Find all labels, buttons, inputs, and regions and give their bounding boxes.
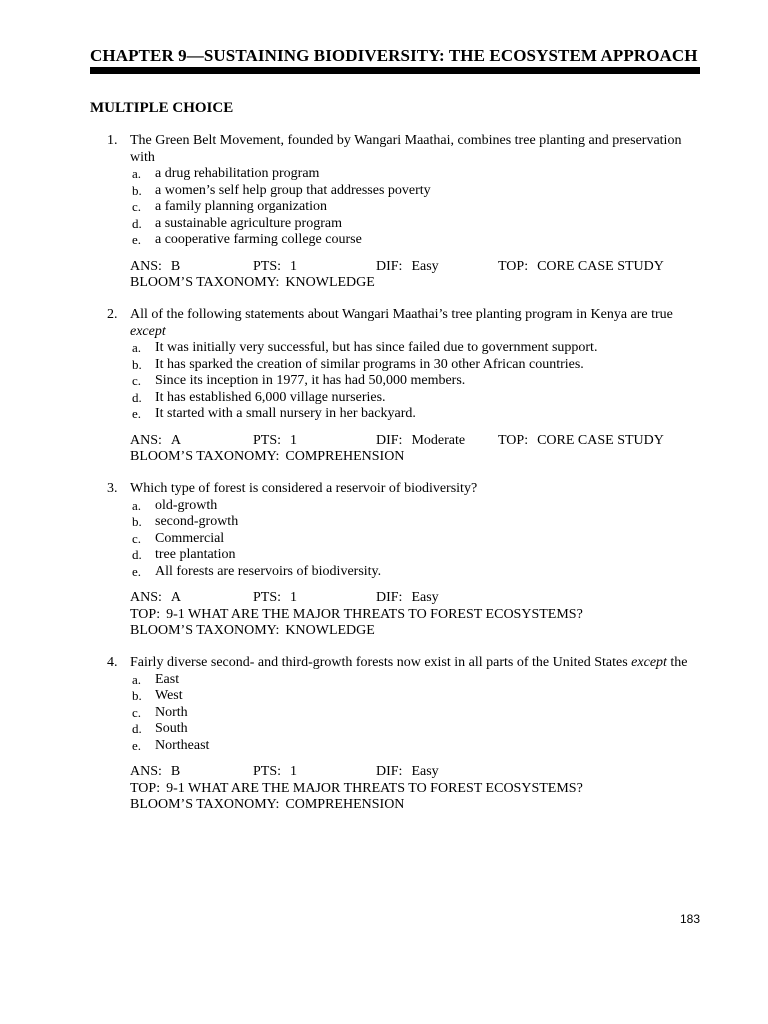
option-text: a cooperative farming college course: [155, 232, 362, 247]
option-text: It started with a small nursery in her backyard.: [155, 406, 416, 421]
pts-value: 1: [290, 590, 298, 605]
question-1: [90, 133, 700, 292]
answer-block: [90, 590, 700, 640]
bloom-label: BLOOM’S TAXONOMY:: [130, 275, 280, 290]
option-text: East: [155, 671, 180, 687]
option-letter: d.: [132, 389, 142, 405]
option: [90, 406, 700, 423]
option-letter: d.: [132, 547, 142, 562]
dif-label: DIF:: [376, 432, 403, 448]
option-text: a drug rehabilitation program: [155, 166, 320, 181]
option-letter: b.: [132, 356, 142, 372]
option-text: a sustainable agriculture program: [155, 215, 342, 231]
difficulty-field: [376, 433, 465, 450]
option: [90, 564, 700, 581]
option-text: South: [155, 721, 188, 736]
bloom-label: BLOOM’S TAXONOMY:: [130, 797, 280, 812]
option: [90, 738, 700, 755]
pts-label: PTS:: [253, 258, 282, 274]
question-text: [130, 307, 700, 340]
difficulty-field: [376, 590, 439, 607]
option: [90, 705, 700, 722]
top-label: TOP:: [498, 432, 529, 448]
ans-label: ANS:: [130, 764, 162, 779]
option: [90, 531, 700, 548]
topic-row: [130, 781, 700, 798]
option-text: second-growth: [155, 514, 239, 529]
question-text-emphasis: except: [631, 655, 667, 670]
option-text: North: [155, 704, 188, 720]
option-letter: a.: [132, 166, 142, 181]
answer-block: [90, 764, 700, 814]
option: [90, 547, 700, 564]
option-list: [90, 498, 700, 581]
bloom-label: BLOOM’S TAXONOMY:: [130, 449, 280, 464]
question-text-tail: the: [670, 655, 688, 670]
option: [90, 340, 700, 357]
top-value: 9-1 WHAT ARE THE MAJOR THREATS TO FOREST ECOSYSTEMS?: [166, 606, 583, 622]
ans-label: ANS:: [130, 258, 162, 274]
option-letter: a.: [132, 671, 142, 687]
option: [90, 721, 700, 738]
ans-value: A: [170, 590, 182, 605]
option-letter: c.: [132, 373, 142, 388]
dif-value: Moderate: [411, 432, 466, 448]
option: [90, 514, 700, 531]
topic-field: [498, 433, 664, 450]
pts-label: PTS:: [253, 432, 282, 448]
option-letter: a.: [132, 340, 142, 355]
question-text: Which type of forest is considered a reservoir of biodiversity?: [130, 481, 478, 496]
option-letter: e.: [132, 737, 142, 753]
points-field: [253, 590, 297, 607]
option-text: Commercial: [155, 530, 225, 546]
bloom-row: [130, 275, 700, 292]
option-text: It has sparked the creation of similar programs in 30 other African countries.: [155, 356, 584, 372]
option-text: tree plantation: [155, 547, 236, 562]
topic-row: [130, 607, 700, 624]
option: [90, 199, 700, 216]
dif-value: Easy: [411, 258, 439, 274]
question-stem: [90, 307, 700, 340]
difficulty-field: [376, 259, 439, 276]
option: [90, 183, 700, 200]
pts-value: 1: [290, 258, 298, 274]
option-letter: d.: [132, 721, 142, 736]
option-list: [90, 672, 700, 755]
option-text: Northeast: [155, 737, 210, 753]
question-text-main: All of the following statements about Wangari Maathai’s tree planting program in Kenya are true: [130, 307, 673, 322]
question-number: 4.: [107, 655, 118, 670]
answer-row: [130, 764, 700, 781]
option-text: a family planning organization: [155, 199, 327, 214]
option-text: West: [155, 688, 183, 703]
top-label: TOP:: [498, 258, 529, 274]
option-letter: e.: [132, 406, 142, 421]
option-text: Since its inception in 1977, it has had 50,000 members.: [155, 373, 466, 388]
dif-label: DIF:: [376, 258, 403, 274]
top-value: CORE CASE STUDY: [537, 258, 664, 274]
option-letter: c.: [132, 704, 142, 720]
option-letter: a.: [132, 497, 142, 513]
ans-value: A: [170, 432, 182, 448]
dif-value: Easy: [411, 590, 439, 605]
option-letter: d.: [132, 215, 142, 231]
top-value: 9-1 WHAT ARE THE MAJOR THREATS TO FOREST ECOSYSTEMS?: [166, 780, 583, 796]
question-number: 1.: [107, 133, 118, 148]
top-label: TOP:: [130, 780, 161, 796]
option-text: It was initially very successful, but has since failed due to government support.: [155, 340, 598, 355]
option: [90, 672, 700, 689]
question-stem: [90, 133, 700, 166]
answer-field: [130, 433, 181, 450]
dif-label: DIF:: [376, 590, 403, 605]
answer-block: [90, 433, 700, 466]
option: [90, 688, 700, 705]
bloom-value: KNOWLEDGE: [285, 275, 375, 290]
option: [90, 498, 700, 515]
points-field: [253, 433, 297, 450]
option-letter: e.: [132, 232, 142, 247]
question-number: 3.: [107, 481, 118, 496]
option-list: [90, 340, 700, 423]
bloom-row: [130, 797, 700, 814]
question-3: [90, 481, 700, 640]
option-letter: b.: [132, 514, 142, 529]
question-text-emphasis: except: [130, 323, 166, 339]
option: [90, 166, 700, 183]
answer-block: [90, 259, 700, 292]
pts-value: 1: [290, 764, 298, 779]
option: [90, 357, 700, 374]
option-letter: c.: [132, 530, 142, 546]
question-stem: [90, 655, 700, 672]
answer-field: [130, 259, 180, 276]
ans-value: B: [170, 258, 181, 274]
question-2: [90, 307, 700, 466]
pts-label: PTS:: [253, 764, 282, 779]
chapter-title: CHAPTER 9—SUSTAINING BIODIVERSITY: THE ECOSYSTEM APPROACH: [90, 46, 698, 65]
option: [90, 216, 700, 233]
points-field: [253, 259, 297, 276]
pts-label: PTS:: [253, 590, 282, 605]
option-letter: e.: [132, 563, 142, 579]
top-label: TOP:: [130, 606, 161, 622]
option: [90, 373, 700, 390]
option-letter: b.: [132, 688, 142, 703]
page-number: 183: [679, 912, 700, 926]
dif-label: DIF:: [376, 764, 403, 779]
answer-field: [130, 590, 181, 607]
ans-label: ANS:: [130, 432, 162, 448]
dif-value: Easy: [411, 764, 439, 779]
option-text: old-growth: [155, 497, 218, 513]
ans-label: ANS:: [130, 590, 162, 605]
bloom-label: BLOOM’S TAXONOMY:: [130, 623, 280, 638]
answer-field: [130, 764, 180, 781]
answer-row: [130, 590, 700, 607]
option: [90, 232, 700, 249]
bloom-value: COMPREHENSION: [285, 797, 405, 812]
question-text-main: Fairly diverse second- and third-growth forests now exist in all parts of the United States: [130, 655, 628, 670]
question-text: The Green Belt Movement, founded by Wangari Maathai, combines tree planting and preservation with: [130, 133, 682, 165]
section-title: MULTIPLE CHOICE: [90, 100, 234, 116]
ans-value: B: [170, 764, 181, 779]
question-stem: [90, 481, 700, 498]
pts-value: 1: [290, 432, 298, 448]
option-text: a women’s self help group that addresses poverty: [155, 182, 431, 198]
option-letter: c.: [132, 199, 142, 214]
bloom-value: KNOWLEDGE: [285, 623, 375, 638]
points-field: [253, 764, 297, 781]
topic-field: [498, 259, 664, 276]
bloom-row: [130, 623, 700, 640]
option-text: It has established 6,000 village nurseries.: [155, 389, 386, 405]
difficulty-field: [376, 764, 439, 781]
option-list: [90, 166, 700, 249]
option-text: All forests are reservoirs of biodiversity.: [155, 563, 382, 579]
top-value: CORE CASE STUDY: [537, 432, 664, 448]
answer-row: [130, 433, 700, 450]
bloom-value: COMPREHENSION: [285, 449, 405, 464]
bloom-row: [130, 449, 700, 466]
question-4: [90, 655, 700, 814]
question-text: [130, 655, 700, 672]
heading-rule: [90, 67, 700, 74]
question-number: 2.: [107, 307, 118, 322]
option: [90, 390, 700, 407]
option-letter: b.: [132, 182, 142, 198]
answer-row: [130, 259, 700, 276]
